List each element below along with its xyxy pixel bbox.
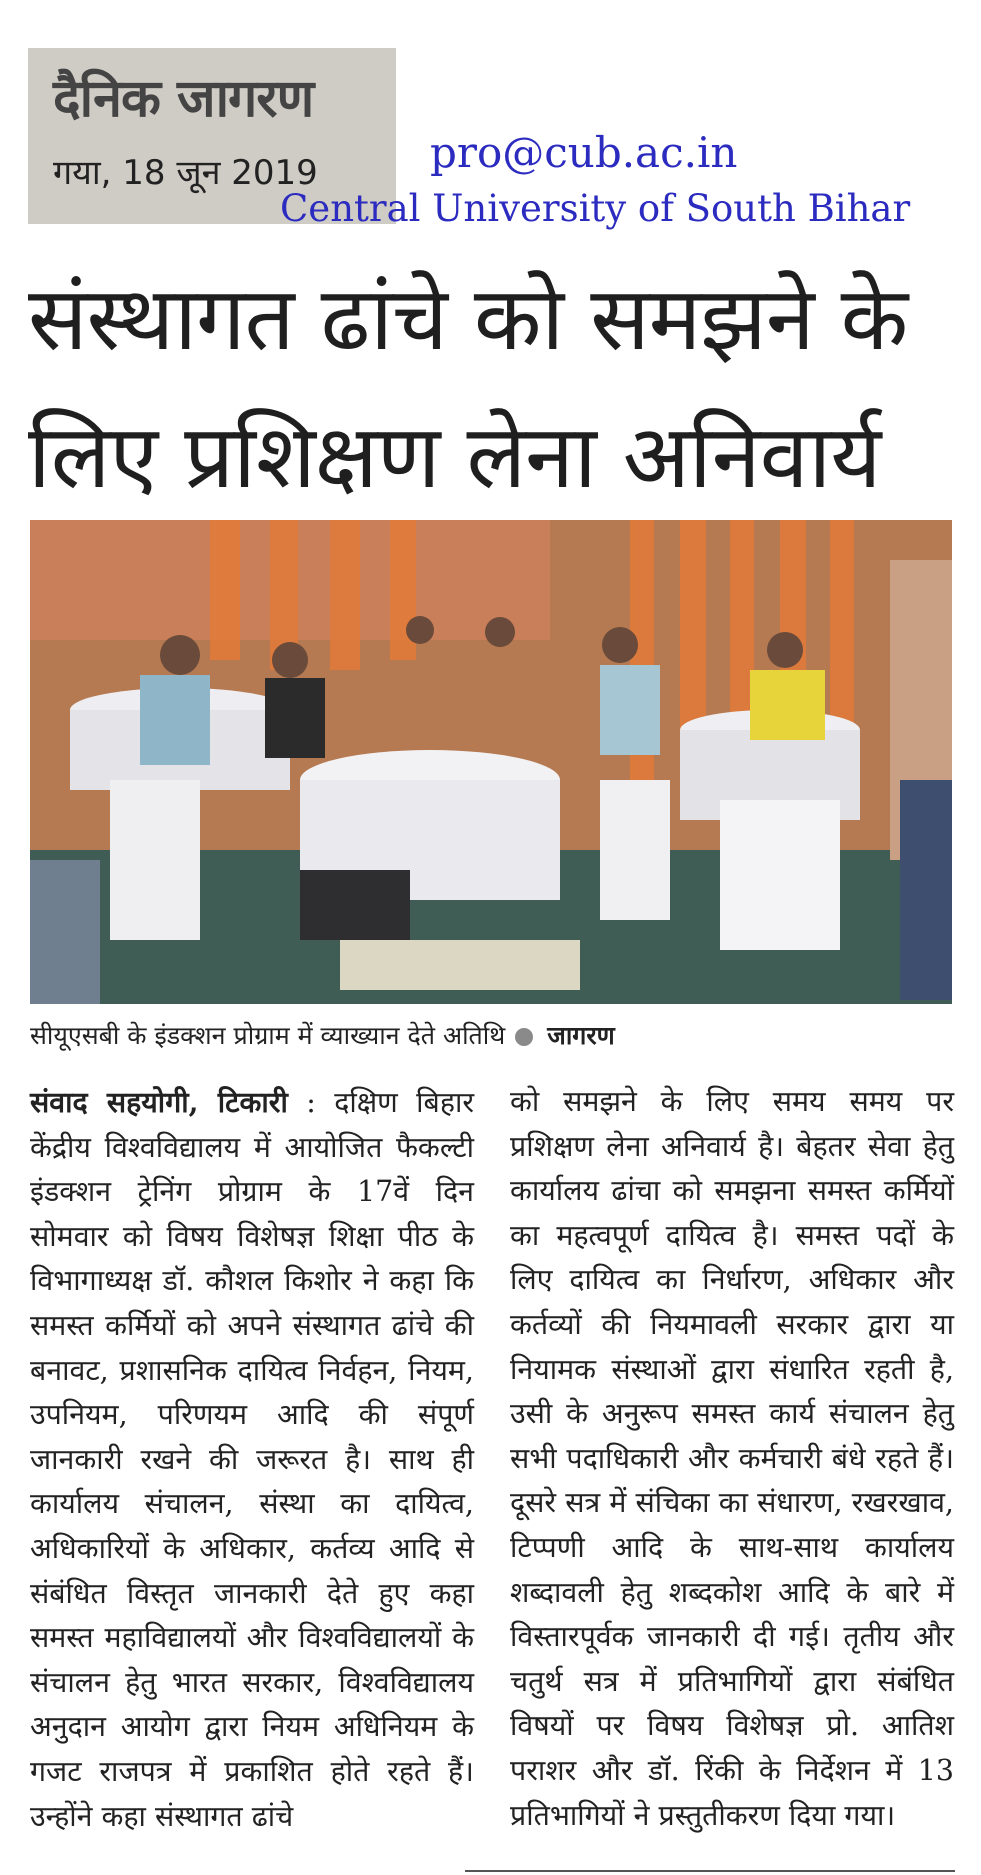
event-photo xyxy=(30,520,952,1004)
newspaper-name: दैनिक जागरण xyxy=(53,69,314,129)
headline-line-2: लिए प्रशिक्षण लेना अनिवार्य xyxy=(28,405,881,508)
headline-line-1: संस्थागत ढांचे को समझने के xyxy=(28,267,908,370)
headline xyxy=(28,250,968,526)
photo-credit: जागरण xyxy=(547,1021,615,1050)
caption-bullet xyxy=(515,1028,533,1046)
article-column-left xyxy=(30,1080,474,1839)
article-column-right xyxy=(510,1080,954,1838)
photo-illustration xyxy=(30,520,952,1004)
article-text-right: को समझने के लिए समय समय पर प्रशिक्षण लेना अनिवार्य है। बेहतर सेवा हेतु कार्यालय ढांचा को समझना समस्त कर्मियों का महत्वपूर्ण दायित्व है। समस्त पदों के लिए दायित्व का निर्धारण, अधिकार और कर्तव्यों की नियमावली सरकार द्वारा या नियामक संस्थाओं द्वारा संधारित रहती है, उसी के अनुरूप समस्त कार्य संचालन हेतु सभी पदाधिकारी और कर्मचारी बंधे रहते हैं। दूसरे सत्र में संचिका का संधारण, रखरखाव, टिप्पणी आदि के साथ-साथ कार्यालय शब्दावली हेतु शब्दकोश आदि के बारे में विस्तारपूर्वक जानकारी दी गई। तृतीय और चतुर्थ सत्र में प्रतिभागियों द्वारा संबंधित विषयों पर विषय विशेषज्ञ प्रो. आतिश पराशर और डॉ. रिंकी के निर्देशन में 13 प्रतिभागियों ने प्रस्तुतीकरण दिया गया। xyxy=(510,1085,954,1832)
byline: संवाद सहयोगी, टिकारी xyxy=(30,1085,288,1119)
stamp-university: Central University of South Bihar xyxy=(280,187,911,230)
photo-caption xyxy=(30,1018,615,1052)
article-text-left: : दक्षिण बिहार केंद्रीय विश्वविद्यालय में आयोजित फैकल्टी इंडक्शन ट्रेनिंग प्रोग्राम के 17वें दिन सोमवार को विषय विशेषज्ञ शिक्षा पीठ के विभागाध्यक्ष डॉ. कौशल किशोर ने कहा कि समस्त कर्मियों को अपने संस्थागत ढांचे की बनावट, प्रशासनिक दायित्व निर्वहन, नियम, उपनियम, परिणयम आदि की संपूर्ण जानकारी रखने की जरूरत है। साथ ही कार्यालय संचालन, संस्था का दायित्व, अधिकारियों के अधिकार, कर्तव्य आदि से संबंधित विस्तृत जानकारी देते हुए कहा समस्त महाविद्यालयों और विश्वविद्यालयों के संचालन हेतु भारत सरकार, विश्वविद्यालय अनुदान आयोग द्वारा नियम अधिनियम के गजट राजपत्र में प्रकाशित होते रहते हैं। उन्होंने कहा संस्थागत ढांचे xyxy=(30,1086,474,1833)
dateline: गया, 18 जून 2019 xyxy=(53,153,318,193)
bottom-rule xyxy=(465,1870,955,1872)
stamp-email: pro@cub.ac.in xyxy=(430,128,738,177)
caption-text: सीयूएसबी के इंडक्शन प्रोग्राम में व्याख्यान देते अतिथि xyxy=(30,1021,506,1050)
